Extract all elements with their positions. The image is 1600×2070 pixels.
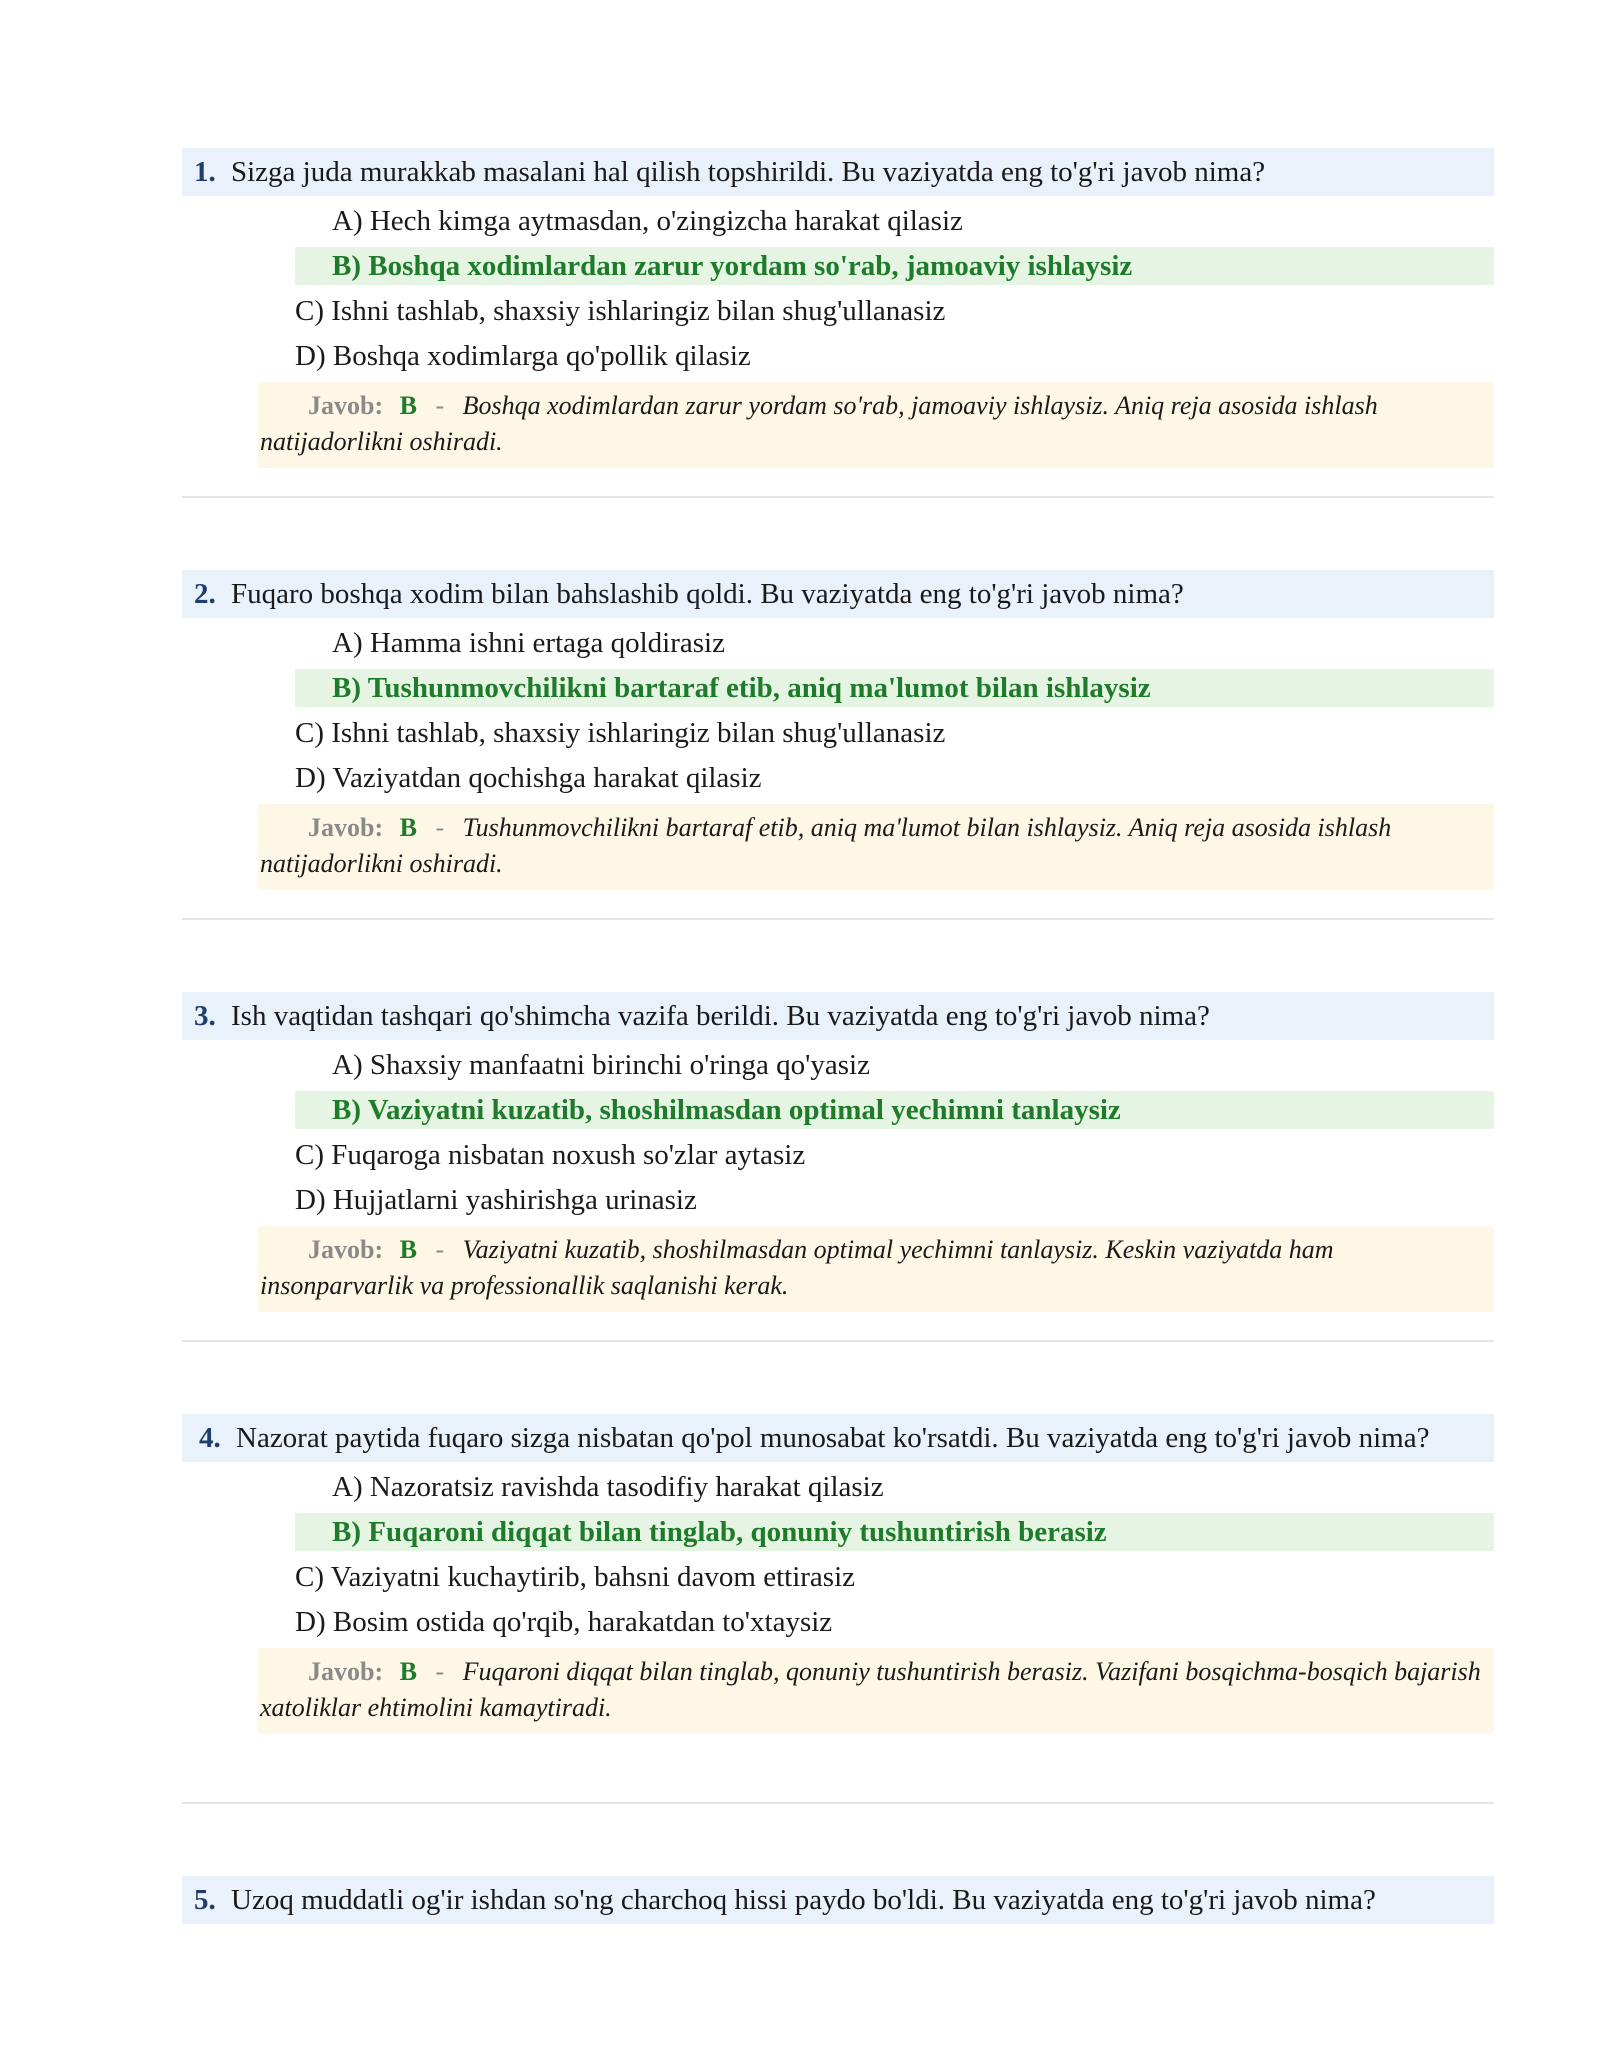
question-header bbox=[182, 570, 1494, 618]
answer-letter: B bbox=[399, 1235, 417, 1264]
option-b-correct: B) Tushunmovchilikni bartaraf etib, aniq ma'lumot bilan ishlaysiz bbox=[295, 669, 1494, 707]
divider bbox=[182, 1802, 1494, 1804]
option-b-correct: B) Fuqaroni diqqat bilan tinglab, qonuniy tushuntirish berasiz bbox=[295, 1513, 1494, 1551]
question-number: 4. bbox=[199, 1422, 221, 1454]
answer-dash: - bbox=[435, 391, 445, 420]
question-header bbox=[182, 148, 1494, 196]
question-text: Nazorat paytida fuqaro sizga nisbatan qo'pol munosabat ko'rsatdi. Bu vaziyatda eng to'g'ri javob nima? bbox=[236, 1422, 1430, 1454]
answer-label: Javob: bbox=[308, 813, 384, 842]
answer-label: Javob: bbox=[308, 391, 384, 420]
option-b-correct: B) Boshqa xodimlardan zarur yordam so'rab, jamoaviy ishlaysiz bbox=[295, 247, 1494, 285]
question-1 bbox=[182, 148, 1494, 468]
option-a: A) Shaxsiy manfaatni birinchi o'ringa qo'yasiz bbox=[332, 1049, 870, 1081]
answer-dash: - bbox=[435, 1657, 445, 1686]
question-4 bbox=[182, 1414, 1494, 1734]
question-header bbox=[182, 1414, 1494, 1462]
question-text: Fuqaro boshqa xodim bilan bahslashib qoldi. Bu vaziyatda eng to'g'ri javob nima? bbox=[231, 578, 1184, 610]
answer-text: Tushunmovchilikni bartaraf etib, aniq ma'lumot bilan ishlaysiz. Aniq reja asosida ishlash natijadorlikni oshiradi. bbox=[260, 813, 1392, 878]
option-d: D) Vaziyatdan qochishga harakat qilasiz bbox=[295, 762, 762, 794]
option-b-correct: B) Vaziyatni kuzatib, shoshilmasdan optimal yechimni tanlaysiz bbox=[295, 1091, 1494, 1129]
option-d: D) Boshqa xodimlarga qo'pollik qilasiz bbox=[295, 340, 751, 372]
question-text: Uzoq muddatli og'ir ishdan so'ng charchoq hissi paydo bo'ldi. Bu vaziyatda eng to'g'ri javob nima? bbox=[231, 1884, 1376, 1916]
option-c: C) Ishni tashlab, shaxsiy ishlaringiz bilan shug'ullanasiz bbox=[295, 295, 946, 327]
question-2 bbox=[182, 570, 1494, 890]
answer-letter: B bbox=[399, 1657, 417, 1686]
question-3 bbox=[182, 992, 1494, 1312]
divider bbox=[182, 496, 1494, 498]
answer-box bbox=[258, 382, 1494, 468]
answer-text: Fuqaroni diqqat bilan tinglab, qonuniy tushuntirish berasiz. Vazifani bosqichma-bosqich bajarish xatoliklar ehtimolini kamaytiradi. bbox=[260, 1657, 1481, 1722]
divider bbox=[182, 1340, 1494, 1342]
question-5 bbox=[182, 1876, 1494, 1930]
option-a: A) Nazoratsiz ravishda tasodifiy harakat qilasiz bbox=[332, 1471, 884, 1503]
option-a: A) Hech kimga aytmasdan, o'zingizcha harakat qilasiz bbox=[332, 205, 963, 237]
option-a: A) Hamma ishni ertaga qoldirasiz bbox=[332, 627, 725, 659]
answer-box bbox=[258, 1226, 1494, 1312]
option-c: C) Ishni tashlab, shaxsiy ishlaringiz bilan shug'ullanasiz bbox=[295, 717, 946, 749]
answer-text: Vaziyatni kuzatib, shoshilmasdan optimal yechimni tanlaysiz. Keskin vaziyatda ham insonparvarlik va professionallik saqlanishi kerak. bbox=[260, 1235, 1334, 1300]
question-number: 3. bbox=[194, 1000, 216, 1032]
answer-dash: - bbox=[435, 1235, 445, 1264]
question-text: Ish vaqtidan tashqari qo'shimcha vazifa berildi. Bu vaziyatda eng to'g'ri javob nima? bbox=[231, 1000, 1210, 1032]
option-d: D) Hujjatlarni yashirishga urinasiz bbox=[295, 1184, 697, 1216]
question-header bbox=[182, 992, 1494, 1040]
answer-letter: B bbox=[399, 813, 417, 842]
answer-letter: B bbox=[399, 391, 417, 420]
answer-label: Javob: bbox=[308, 1657, 384, 1686]
divider bbox=[182, 918, 1494, 920]
answer-box bbox=[258, 804, 1494, 890]
answer-text: Boshqa xodimlardan zarur yordam so'rab, jamoaviy ishlaysiz. Aniq reja asosida ishlash natijadorlikni oshiradi. bbox=[260, 391, 1378, 456]
question-number: 2. bbox=[194, 578, 216, 610]
question-number: 1. bbox=[194, 156, 216, 188]
option-c: C) Fuqaroga nisbatan noxush so'zlar aytasiz bbox=[295, 1139, 806, 1171]
answer-box bbox=[258, 1648, 1494, 1734]
question-number: 5. bbox=[194, 1884, 216, 1916]
option-d: D) Bosim ostida qo'rqib, harakatdan to'xtaysiz bbox=[295, 1606, 833, 1638]
question-header bbox=[182, 1876, 1494, 1924]
option-c: C) Vaziyatni kuchaytirib, bahsni davom ettirasiz bbox=[295, 1561, 855, 1593]
answer-dash: - bbox=[435, 813, 445, 842]
answer-label: Javob: bbox=[308, 1235, 384, 1264]
question-text: Sizga juda murakkab masalani hal qilish topshirildi. Bu vaziyatda eng to'g'ri javob nima? bbox=[231, 156, 1266, 188]
